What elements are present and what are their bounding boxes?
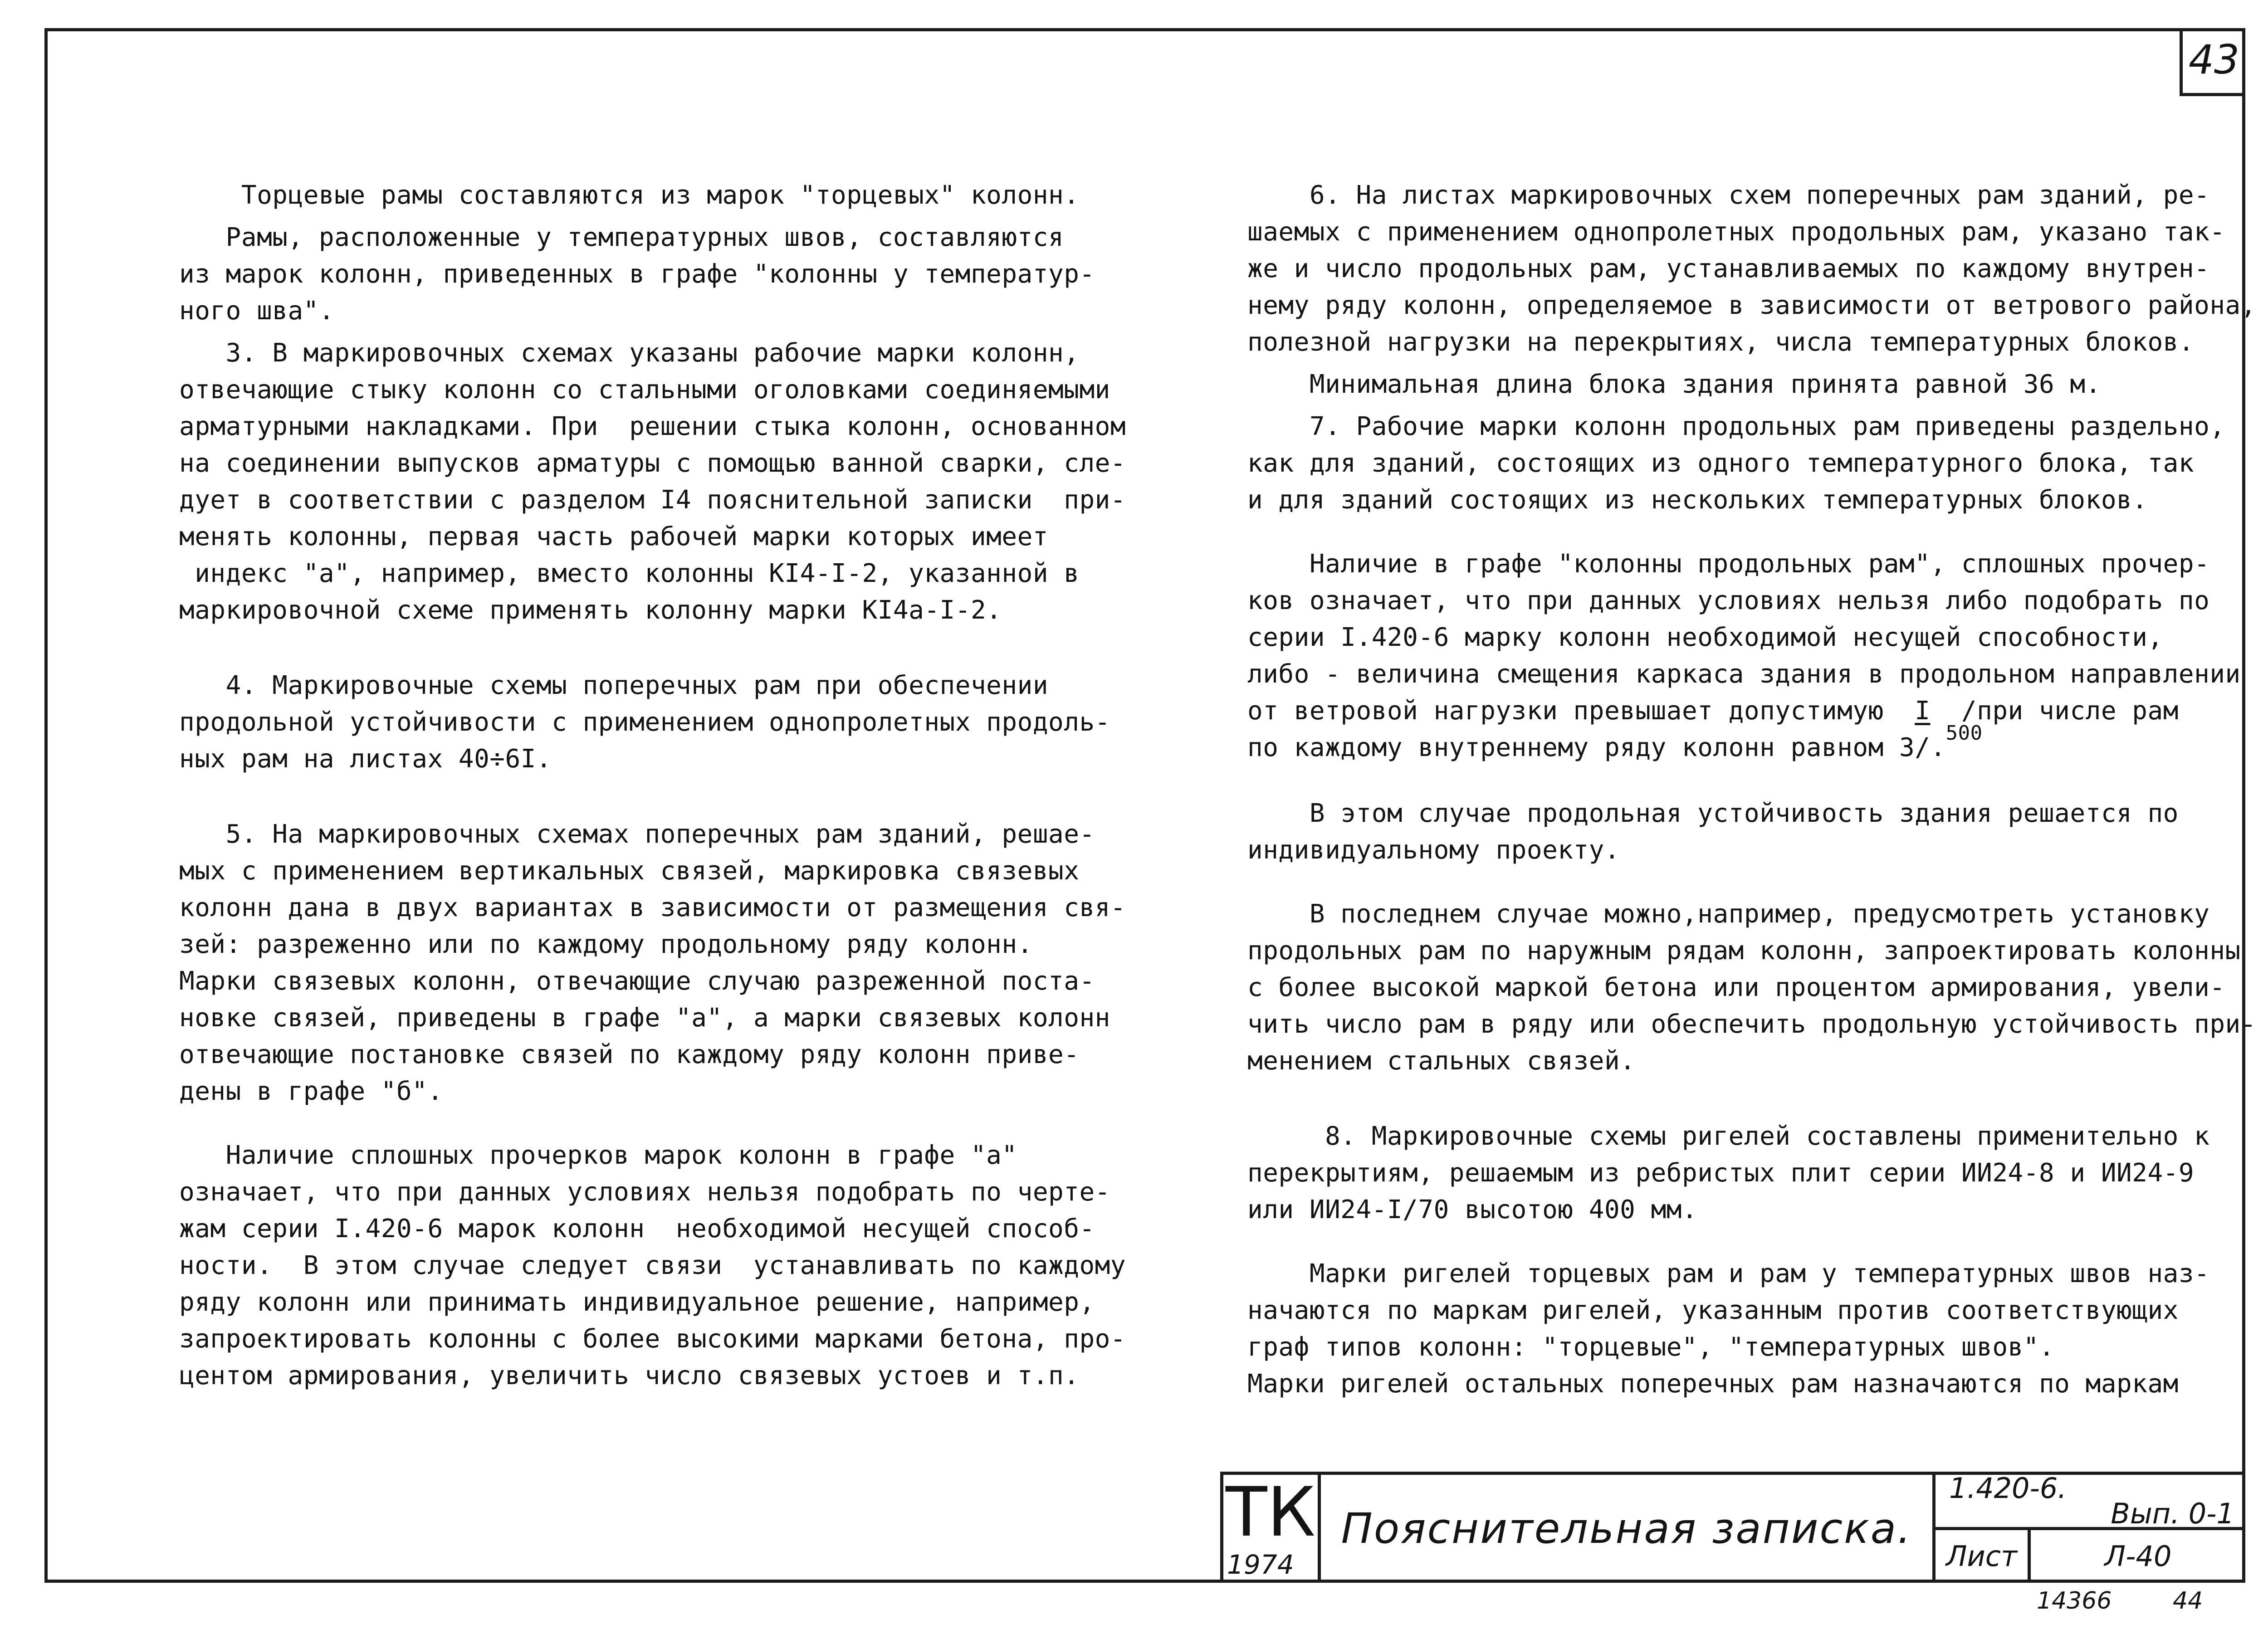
title-block-right-cell (1936, 1472, 2245, 1583)
paragraph-item-4: 4. Маркировочные схемы поперечных рам при обеспечении продольной устойчивости с применением однопролетных продоль- ных рам на листах 40÷6I. (179, 671, 1110, 774)
paragraph-item-6: 6. На листах маркировочных схем поперечных рам зданий, ре- шаемых с применением однопролетных продольных рам, указано так- же и число продольных рам, устанавливаемых по каждому внутрен- нему ряду колонн, определяемое в зависимости от ветрового района, полезной нагрузки на перекрытиях, числа температурных блоков. (1247, 180, 2256, 357)
left-text-column (179, 177, 1126, 1394)
series-code: 1.420-6. (1949, 1472, 2067, 1505)
paragraph-temperature-joint-frames: Рамы, расположенные у температурных швов, составляются из марок колонн, приведенных в графе "колонны у температур- ного шва". (179, 223, 1095, 326)
paragraph-girder-marks: Марки ригелей торцевых рам и рам у температурных швов наз- начаются по маркам ригелей, указанным против соответствующих граф типов колонн: "торцевые", "температурных швов". Марки ригелей остальных поперечных рам назначаются по маркам (1247, 1259, 2210, 1399)
longitudinal-note-text: Наличие в графе "колонны продольных рам", сплошных прочер- ков означает, что при данных условиях нельзя либо подобрать по серии I.420-6 марку колонн необходимой несущей способности, либо - величина смещения каркаса здания в продольном направлении от ветровой нагрузки превышает допустимую (1247, 549, 2241, 726)
sheet-label: Лист (1936, 1530, 2031, 1583)
org-year: 1974 (1227, 1549, 1294, 1580)
paragraph-dashes-note: Наличие сплошных прочерков марок колонн в графе "а" означает, что при данных условиях нельзя подобрать по черте- жам серии I.420-6 марок колонн необходимой несущей способ- ности. В этом случае следует связи устанавливать по каждому ряду колонн или принимать индивидуальное решение, например, запроектировать колонны с более высокими марками бетона, про- центом армирования, увеличить число связевых устоев и т.п. (179, 1141, 1126, 1390)
longitudinal-note-tail: /при числе рам (1961, 696, 2179, 726)
paragraph-per-row (1247, 722, 2200, 768)
page-number: 43 (2180, 28, 2245, 96)
sheet-value: Л-40 (2104, 1540, 2172, 1573)
org-mark: ТК (1225, 1473, 1316, 1552)
paragraph-item-7: 7. Рабочие марки колонн продольных рам приведены раздельно, как для зданий, состоящих из одного температурного блока, так и для зданий состоящих из нескольких температурных блоков. (1247, 412, 2225, 515)
paragraph-last-case: В последнем случае можно,например, предусмотреть установку продольных рам по наружным рядам колонн, запроектировать колонны с более высокой маркой бетона или процентом армирования, увели- чить число рам в ряду или обеспечить продольную устойчивость при- менением стальных связей. (1247, 899, 2256, 1076)
fraction-numerator: I (1915, 696, 1931, 726)
inventory-number: 14366 (2037, 1587, 2112, 1614)
fraction-denominator: 500 (1945, 722, 1983, 745)
paragraph-item-3: 3. В маркировочных схемах указаны рабочие марки колонн, отвечающие стыку колонн со стальными оголовками соединяемыми арматурными накладками. При решении стыка колонн, основанном на соединении выпусков арматуры с помощью ванной сварки, сле- дует в соответствии с разделом I4 пояснительной записки при- менять колонны, первая часть рабочей марки которых имеет индекс "а", например, вместо колонны КI4-I-2, указанной в маркировочной схеме применять колонну марки КI4а-I-2. (179, 338, 1126, 625)
right-text-column (1247, 177, 2256, 1402)
series-cell (1936, 1472, 2245, 1530)
paragraph-min-block-length: Минимальная длина блока здания принята равной 36 м. (1247, 370, 2101, 399)
paragraph-longitudinal-frames-note (1247, 546, 2241, 729)
title-block-org-cell (1223, 1475, 1321, 1583)
per-row-text: по каждому внутреннему ряду колонн равном 3/. (1247, 733, 1946, 762)
document-title: Пояснительная записка. (1321, 1475, 1936, 1583)
paragraph-individual-project: В этом случае продольная устойчивость здания решается по индивидуальному проекту. (1247, 799, 2179, 865)
paragraph-item-8: 8. Маркировочные схемы ригелей составлены применительно к перекрытиям, решаемым из ребристых плит серии ИИ24-8 и ИИ24-9 или ИИ24-I/70 высотою 400 мм. (1247, 1122, 2210, 1224)
paragraph-end-frames: Торцевые рамы составляются из марок "торцевых" колонн. (179, 180, 1080, 210)
paragraph-item-5: 5. На маркировочных схемах поперечных рам зданий, решае- мых с применением вертикальных связей, маркировка связевых колонн дана в двух вариантах в зависимости от размещения свя- зей: разреженно или по каждому продольному ряду колонн. Марки связевых колонн, отвечающие случаю разреженной поста- новке связей, приведены в графе "а", а марки связевых колонн отвечающие постановке связей по каждому ряду колонн приве- дены в графе "б". (179, 819, 1126, 1106)
title-block (1220, 1472, 2245, 1583)
footer-number: 44 (2173, 1587, 2203, 1614)
series-issue: Вып. 0-1 (2111, 1497, 2234, 1530)
